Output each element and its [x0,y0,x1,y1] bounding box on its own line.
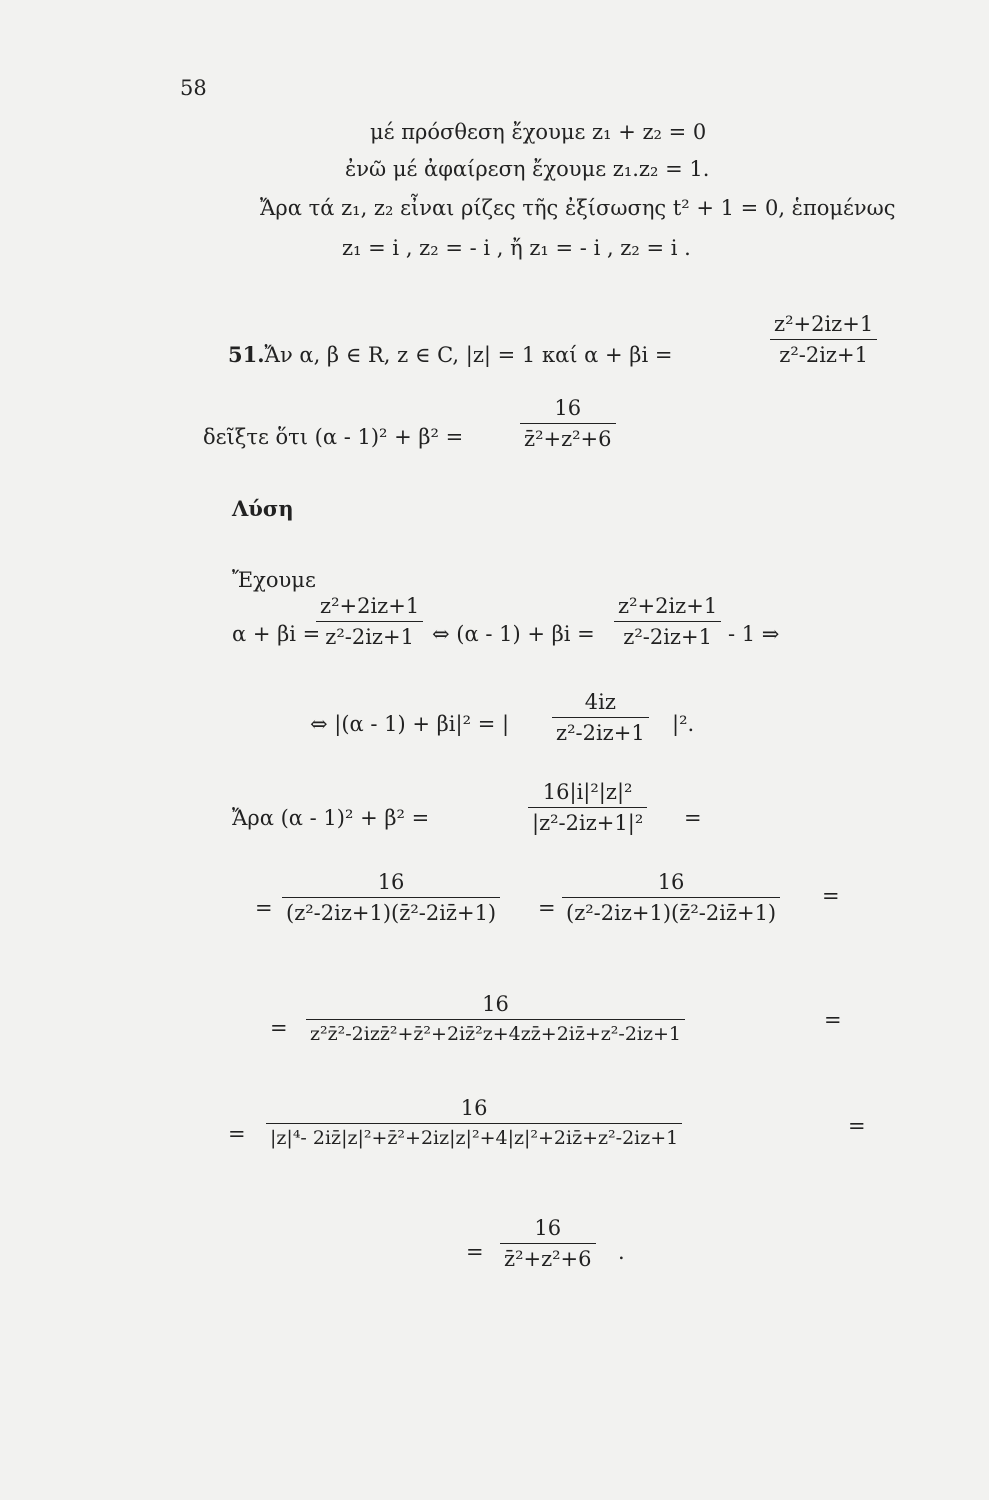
eq2-den: z²-2iz+1 [552,717,649,745]
eq5-num: 16 [482,992,509,1016]
eq6-num: 16 [460,1096,488,1120]
eq1-mid: ⇔ (α - 1) + βi = [432,622,595,646]
eq4-num-2: 16 [657,870,685,894]
eq1-den-1: z²-2iz+1 [316,621,423,649]
solution-we-have: Ἔχουμε [232,568,316,592]
eq4-den-1: (z²-2iz+1)(z̄²-2iz̄+1) [282,897,500,925]
solution-heading: Λύση [232,496,294,521]
intro-line-1: μέ πρόσθεση ἔχουμε z₁ + z₂ = 0 [370,120,707,144]
eq2-fraction [552,690,649,745]
problem-statement-text: Ἄν α, β ∈ R, z ∈ C, |z| = 1 καί α + βi = [264,343,673,367]
eq2-num: 4iz [584,690,616,714]
eq6-fraction [266,1096,682,1149]
eq5-den: z²z̄²-2izz̄²+z̄²+2iz̄²z+4zz̄+2iz̄+z²-2iz+1 [306,1019,685,1045]
eq4-fraction-2 [562,870,780,925]
eq7-num: 16 [534,1216,562,1240]
eq5-tail: = [824,1008,842,1032]
eq2-tail: |². [672,712,695,736]
eq3-fraction [528,780,647,835]
eq2-left: ⇔ |(α - 1) + βi|² = | [310,712,510,736]
prove-fraction-num: 16 [554,396,582,420]
eq1-num-1: z²+2iz+1 [320,594,420,618]
eq5-fraction [306,992,685,1045]
prove-prefix: δεῖξτε ὅτι (α - 1)² + β² = [203,425,464,449]
eq3-tail: = [684,806,702,830]
eq7-den: z̄²+z²+6 [500,1243,596,1271]
prove-fraction [520,396,616,451]
eq3-den: |z²-2iz+1|² [528,807,647,835]
eq3-left: Ἄρα (α - 1)² + β² = [232,806,430,830]
problem-fraction [770,312,877,367]
intro-line-2: ἐνῶ μέ ἀφαίρεση ἔχουμε z₁.z₂ = 1. [345,157,710,181]
eq1-tail: - 1 ⇒ [728,622,780,646]
problem-fraction-num: z²+2iz+1 [774,312,874,336]
eq7-lead: = [466,1240,484,1264]
problem-statement [228,342,672,367]
eq1-fraction-2 [614,594,721,649]
eq4-num-1: 16 [377,870,405,894]
page-number: 58 [180,76,207,100]
eq1-num-2: z²+2iz+1 [618,594,718,618]
prove-fraction-den: z̄²+z²+6 [520,423,616,451]
eq1-left: α + βi = [232,622,321,646]
eq4-lead: = [255,896,273,920]
eq4-tail: = [822,884,840,908]
problem-fraction-den: z²-2iz+1 [770,339,877,367]
eq6-den: |z|⁴- 2iz̄|z|²+z̄²+2iz|z|²+4|z|²+2iz̄+z²-2iz+1 [266,1123,682,1149]
problem-number: 51. [228,342,265,367]
eq4-den-2: (z²-2iz+1)(z̄²-2iz̄+1) [562,897,780,925]
eq7-fraction [500,1216,596,1271]
eq4-fraction-1 [282,870,500,925]
eq5-lead: = [270,1016,288,1040]
eq1-fraction-1 [316,594,423,649]
eq4-mid: = [538,896,556,920]
eq6-lead: = [228,1122,246,1146]
intro-line-3: Ἄρα τά z₁, z₂ εἶναι ρίζες τῆς ἐξίσωσης t² + 1 = 0, ἑπομένως [260,196,896,220]
intro-line-4: z₁ = i , z₂ = - i , ἤ z₁ = - i , z₂ = i . [342,236,691,260]
eq3-num: 16|i|²|z|² [542,780,633,804]
eq7-tail: . [618,1240,625,1264]
eq1-den-2: z²-2iz+1 [614,621,721,649]
eq6-tail: = [848,1114,866,1138]
